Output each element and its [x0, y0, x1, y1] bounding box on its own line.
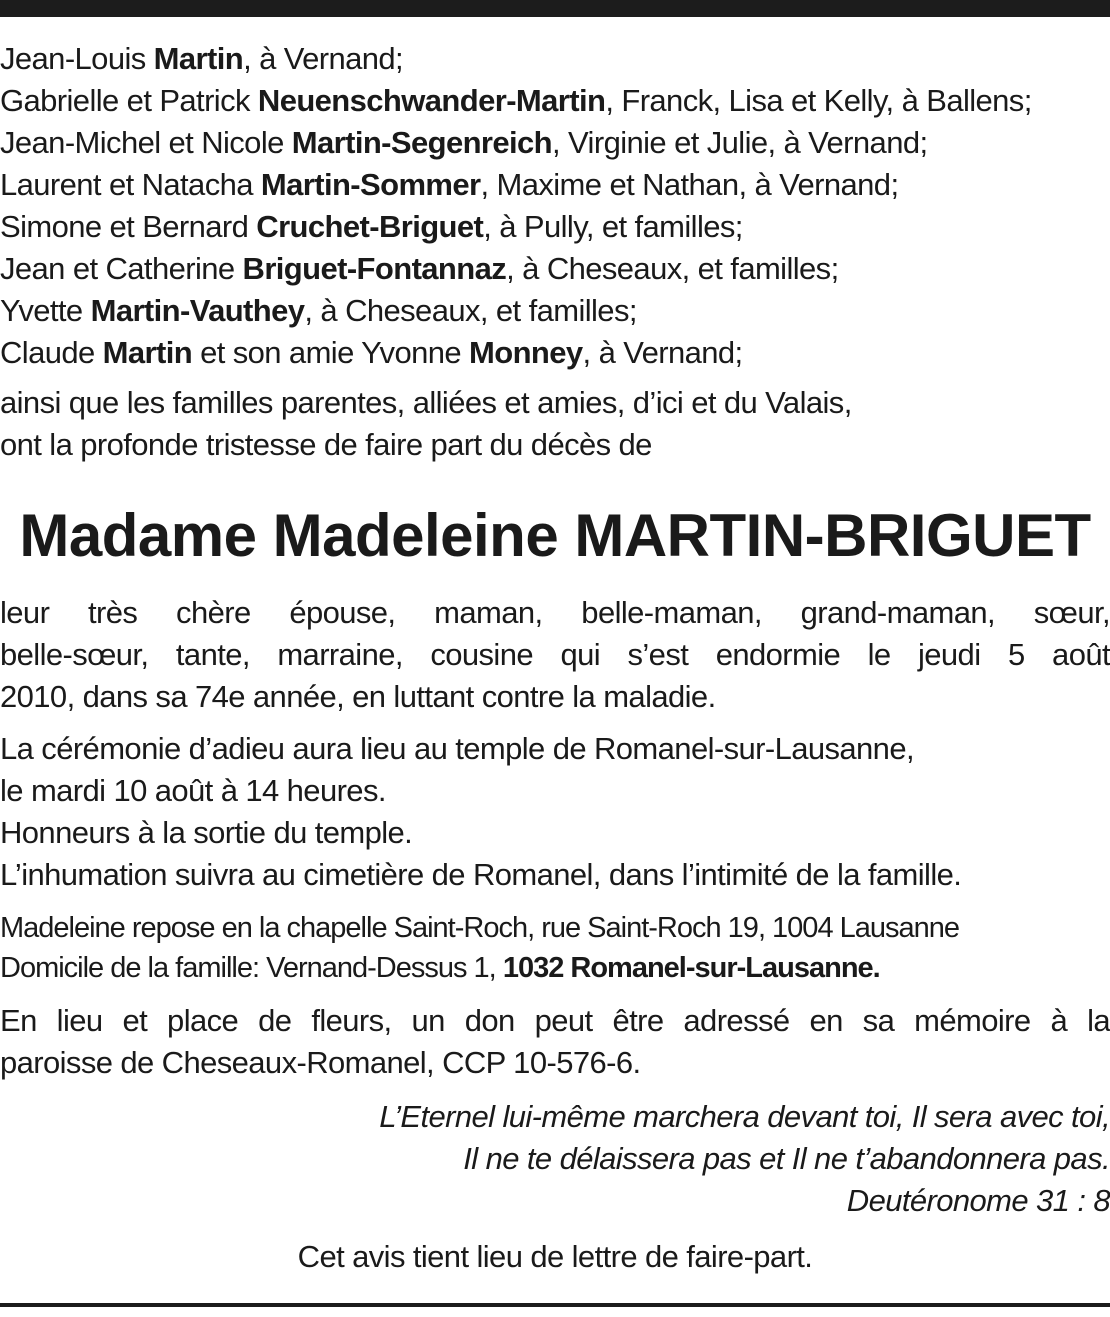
family-list [0, 38, 1110, 374]
bible-verse: L’Eternel lui-même marchera devant toi, Il sera avec toi, Il ne te délaissera pas et Il ne t’abandonnera pas. Deutéronome 31 : 8 [0, 1096, 1110, 1222]
intro-text: ainsi que les familles parentes, alliées et amies, d’ici et du Valais, ont la profonde tristesse de faire part du décès de [0, 385, 852, 462]
rest-info: Madeleine repose en la chapelle Saint-Roch, rue Saint-Roch 19, 1004 Lausanne Domicile de la famille: Vernand-Dessus 1, 1032 Romanel-sur-Lausanne. [0, 912, 960, 984]
ceremony-info: La cérémonie d’adieu aura lieu au temple de Romanel-sur-Lausanne, le mardi 10 août à 14 heures. Honneurs à la sortie du temple. L’inhumation suivra au cimetière de Romanel, dans l’intimité de la famille. [0, 731, 962, 892]
verse-reference: Deutéronome 31 : 8 [846, 1183, 1110, 1218]
top-border [0, 0, 1110, 17]
family-line: Laurent et Natacha Martin-Sommer, Maxime et Nathan, à Vernand; [0, 167, 899, 202]
family-line: Jean-Louis Martin, à Vernand; [0, 41, 404, 76]
family-line-claude: Claude Martin et son amie Yvonne Monney, à Vernand; [0, 335, 743, 370]
family-line: Jean et Catherine Briguet-Fontannaz, à Cheseaux, et familles; [0, 251, 839, 286]
deceased-name: Madame Madeleine MARTIN-BRIGUET [19, 502, 1091, 569]
bottom-border [0, 1303, 1110, 1307]
family-line: Jean-Michel et Nicole Martin-Segenreich, Virginie et Julie, à Vernand; [0, 125, 928, 160]
family-line: Gabrielle et Patrick Neuenschwander-Martin, Franck, Lisa et Kelly, à Ballens; [0, 83, 1032, 118]
obituary-notice [0, 38, 1110, 1278]
family-line: Simone et Bernard Cruchet-Briguet, à Pully, et familles; [0, 209, 743, 244]
family-line: Yvette Martin-Vauthey, à Cheseaux, et familles; [0, 293, 637, 328]
donation-info: En lieu et place de fleurs, un don peut être adressé en sa mémoire à la paroisse de Cheseaux-Romanel, CCP 10-576-6. [0, 1003, 1110, 1080]
closing-note: Cet avis tient lieu de lettre de faire-part. [297, 1239, 813, 1274]
bio-text: leur très chère épouse, maman, belle-maman, grand-maman, sœur, belle-sœur, tante, marraine, cousine qui s’est endormie le jeudi 5 août 2010, dans sa 74e année, en luttant contre la maladie. [0, 595, 1110, 714]
family-address: 1032 Romanel-sur-Lausanne. [502, 952, 880, 984]
